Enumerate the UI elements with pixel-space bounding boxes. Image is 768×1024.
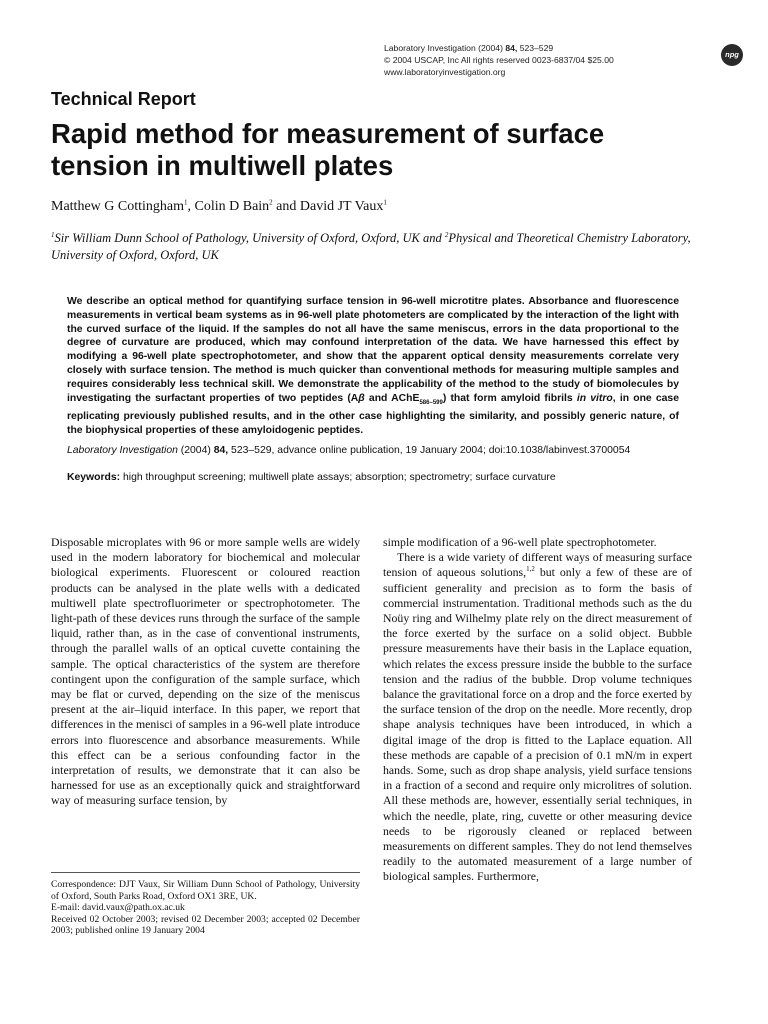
journal-name: Laboratory Investigation (2004) — [384, 43, 503, 53]
keywords-label: Keywords: — [67, 472, 121, 483]
journal-citation-line — [384, 42, 614, 54]
peptide-subscript: 586–599 — [419, 399, 443, 406]
abstract-text: , in one case replicating previously published results, and in the other case highlighting the similarity, and possibly generic nature, of the biophysical properties of these amyloidogenic peptides. — [67, 392, 679, 437]
affiliation-marker: 2 — [444, 230, 449, 239]
received-dates: Received 02 October 2003; revised 02 December 2003; accepted 02 December 2003; published online 19 January 2004 — [51, 913, 360, 937]
citation-details: 523–529, advance online publication, 19 January 2004; doi:10.1038/labinvest.3700054 — [228, 445, 631, 456]
affiliation-marker: 1 — [51, 230, 55, 239]
reference-marker[interactable]: 1,2 — [526, 565, 535, 574]
affiliation-marker: 1 — [184, 198, 188, 207]
journal-url[interactable]: www.laboratoryinvestigation.org — [384, 67, 506, 77]
author-separator: , — [187, 199, 195, 214]
keywords-text: high throughput screening; multiwell plate assays; absorption; spectrometry; surface curvature — [120, 472, 556, 483]
journal-pages: 523–529 — [519, 43, 554, 53]
body-column-right — [383, 535, 692, 885]
report-type: Technical Report — [51, 89, 196, 109]
title-line-1: Rapid method for measurement of surface — [51, 118, 605, 149]
npg-logo: npg — [721, 44, 743, 66]
affiliations — [51, 230, 691, 264]
citation-year: (2004) — [177, 445, 214, 456]
citation-line — [67, 445, 630, 456]
affiliation-marker: 2 — [269, 198, 273, 207]
citation-journal: Laboratory Investigation — [67, 445, 178, 456]
beta-symbol: β — [358, 392, 365, 404]
journal-header — [384, 42, 614, 78]
correspondence-address: Correspondence: DJT Vaux, Sir William Dunn School of Pathology, University of Oxford, South Parks Road, Oxford OX1 3RE, UK. — [51, 879, 360, 902]
abstract-text: and AChE — [364, 392, 420, 404]
author-name: Colin D Bain — [194, 199, 270, 214]
footnote-divider — [51, 872, 360, 873]
author-separator: and — [272, 199, 300, 214]
author-name: David JT Vaux — [299, 199, 384, 214]
affiliation-2: Physical and Theoretical Chemistry Laboratory, University of Oxford, Oxford, UK — [51, 231, 691, 262]
paper-title — [51, 118, 731, 182]
keywords — [67, 472, 556, 483]
affiliation-1: Sir William Dunn School of Pathology, University of Oxford, Oxford, UK and — [54, 231, 445, 245]
abstract-text: ) that form amyloid fibrils — [442, 392, 577, 404]
body-paragraph: simple modification of a 96-well plate spectrophotometer. — [383, 535, 657, 549]
title-line-2: tension in multiwell plates — [51, 150, 394, 181]
affiliation-marker: 1 — [383, 198, 387, 207]
paragraph-text: but only a few of these are of sufficient generality and precision as to form the basis of commercial instrumentation. Traditional methods such as the du Noüy ring and Wilhelmy plate rely on the direct measurement of the force exerted by the surface on a solid object. Bubble pressure measurements have their basis in the Laplace equation, which relates the excess pressure inside the bubble to the surface tension and the radius of the bubble. Drop volume techniques balance the gravitational force on a drop and the force exerted by the surface tension of the drop on the needle. More recently, drop shape analysis techniques have been introduced, in which a digital image of the drop is fitted to the Laplace equation. All these methods are capable of a precision of 0.1 mN/m in expert hands. Some, such as drop shape analysis, yield surface tensions in a fraction of a second and require only microlitres of solution. All these methods are, however, essentially serial techniques, in which the needle, plate, ring, cuvette or other measuring device needs to be rigorously cleaned or replaced between measurements on different samples. They do not lend themselves readily to the automated measurement of a large number of biological samples. Furthermore, — [383, 565, 693, 884]
in-vitro-italic: in vitro — [576, 392, 613, 404]
copyright-line: © 2004 USCAP, Inc All rights reserved 0023-6837/04 $25.00 — [384, 55, 614, 65]
body-paragraph — [383, 550, 692, 884]
paragraph-text: There is a wide variety of different ways of measuring surface tension of aqueous solutions, — [383, 550, 692, 580]
body-paragraph: Disposable microplates with 96 or more sample wells are widely used in the modern laboratory for biochemical and molecular biological experiments. Fluorescent or coloured reaction products can be analysed in the plate wells with a dedicated multiwell plate spectrofluorimeter or spectrophotometer. The light-path of these devices runs through the surface of the sample liquid, rather than, as in the case of conventional instruments, through the parallel walls of an optical cuvette containing the sample. The optical characteristics of the system are therefore contingent upon the configuration of the sample surface, which may be flat or curved, depending on the size of the meniscus present at the air–liquid interface. In this paper, we report that differences in the menisci of samples in a 96-well plate introduce errors into fluorescence and absorbance measurements. While this effect can be a serious confounding factor in the interpretation of results, we demonstrate that it can also be harnessed for use as an exceptionally quick and straightforward way of measuring surface tension, by — [51, 535, 360, 808]
author-list — [51, 199, 387, 215]
correspondence-footnote — [51, 879, 360, 937]
body-column-left — [51, 535, 360, 809]
citation-volume: 84, — [213, 445, 229, 456]
abstract — [67, 295, 679, 438]
abstract-text: We describe an optical method for quantifying surface tension in 96-well microtitre plates. Absorbance and fluorescence measurements in vertical beam systems as in 96-well plate photometers are complicated by the interaction of the light with the curved surface of the liquid. If the samples do not all have the same meniscus, errors in the data proportional to the degree of curvature are produced, which may confound interpretation of the data. We have harnessed this effect by modifying a 96-well plate spectrophotometer, and show that the apparent optical density measurements correlate very closely with surface tension. The method is much quicker than conventional methods for measuring multiple samples and requires considerably less technical skill. We demonstrate the applicability of the method to the study of biomolecules by investigating the surfactant properties of two peptides (A — [67, 296, 679, 404]
correspondence-email[interactable]: E-mail: david.vaux@path.ox.ac.uk — [51, 902, 185, 914]
journal-volume: 84, — [505, 43, 518, 53]
author-name: Matthew G Cottingham — [51, 199, 184, 214]
